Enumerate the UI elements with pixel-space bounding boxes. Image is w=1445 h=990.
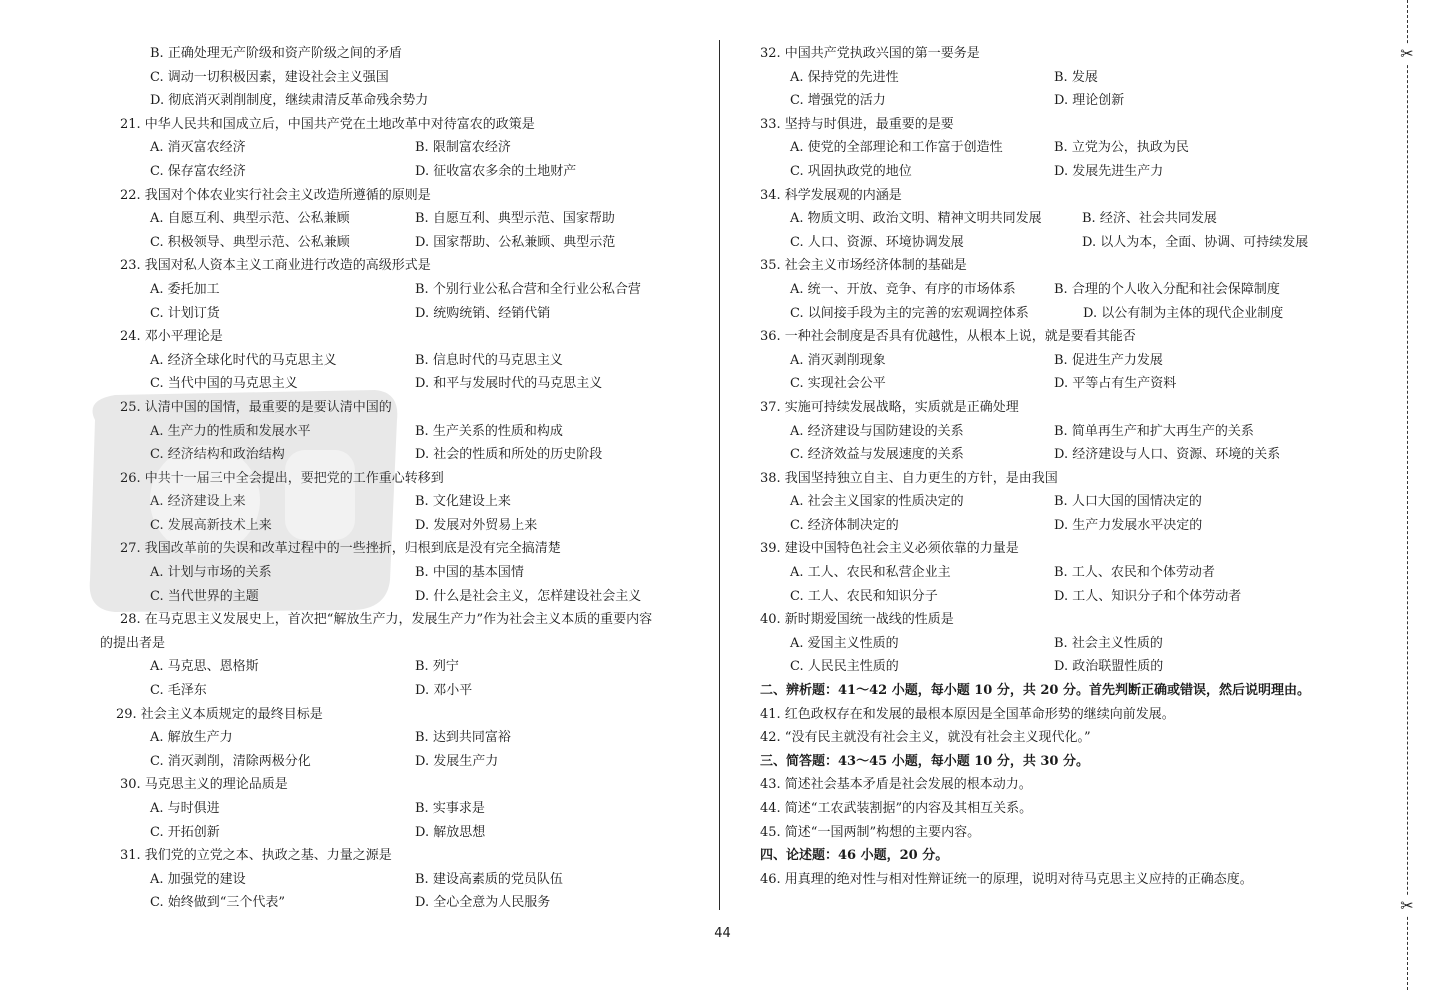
option-left: A. 计划与市场的关系 xyxy=(150,565,272,581)
option-left: A. 经济建设上来 xyxy=(150,494,246,510)
question-text: 23. 我国对私人资本主义工商业进行改造的高级形式是 xyxy=(120,258,431,274)
question-text: 22. 我国对个体农业实行社会主义改造所遵循的原则是 xyxy=(120,187,431,203)
option-left: A. 经济建设与国防建设的关系 xyxy=(790,423,964,439)
options-row xyxy=(100,231,710,255)
options-row xyxy=(760,89,1350,113)
question-text: 32. 中国共产党执政兴国的第一要务是 xyxy=(760,46,980,61)
option-right: D. 解放思想 xyxy=(415,824,486,840)
options-row xyxy=(760,585,1350,609)
option-left: C. 开拓创新 xyxy=(150,824,220,840)
question-text: 43. 简述社会基本矛盾是社会发展的根本动力。 xyxy=(760,777,1032,793)
options-row xyxy=(100,868,710,892)
option-right: D. 征收富农多余的土地财产 xyxy=(415,163,577,179)
option-right: D. 生产力发展水平决定的 xyxy=(1054,517,1203,533)
option-right: B. 个别行业公私合营和全行业公私合营 xyxy=(415,281,641,297)
option-right: B. 中国的基本国情 xyxy=(415,565,524,581)
options-row xyxy=(760,514,1350,538)
question-text: 37. 实施可持续发展战略，实质就是正确处理 xyxy=(760,399,1019,415)
option-left: A. 加强党的建设 xyxy=(150,871,246,887)
option-left: A. 消灭剥削现象 xyxy=(790,352,886,368)
options-row xyxy=(100,726,710,750)
option-left: C. 经济体制决定的 xyxy=(790,517,899,533)
option-left: C. 保存富农经济 xyxy=(150,163,246,179)
question-text: 27. 我国改革前的失误和改革过程中的一些挫折，归根到底是没有完全搞清楚 xyxy=(120,541,561,557)
option-right: D. 全心全意为人民服务 xyxy=(415,895,551,911)
option-left: C. 以间接手段为主的完善的宏观调控体系 xyxy=(790,305,1029,321)
column-divider xyxy=(719,40,720,910)
option-right: D. 邓小平 xyxy=(415,683,473,699)
cut-line xyxy=(1407,0,1408,990)
option-left: A. 委托加工 xyxy=(150,281,220,297)
question-text-continued: 的提出者是 xyxy=(100,635,166,651)
option-left: C. 人民民主性质的 xyxy=(790,659,899,675)
options-row xyxy=(100,349,710,373)
option-right: D. 社会的性质和所处的历史阶段 xyxy=(415,447,603,463)
question-text: 24. 邓小平理论是 xyxy=(120,329,223,345)
question-text: 41. 红色政权存在和发展的最根本原因是全国革命形势的继续向前发展。 xyxy=(760,706,1175,722)
options-row xyxy=(760,420,1350,444)
option-right: B. 发展 xyxy=(1054,69,1098,85)
option-right: D. 什么是社会主义，怎样建设社会主义 xyxy=(415,588,642,604)
option-right: B. 简单再生产和扩大再生产的关系 xyxy=(1054,423,1254,439)
option-right: B. 信息时代的马克思主义 xyxy=(415,352,563,368)
section-heading: 四、论述题：46 小题，20 分。 xyxy=(760,848,949,864)
option-right: D. 国家帮助、公私兼顾、典型示范 xyxy=(415,234,616,250)
option-left: C. 积极领导、典型示范、公私兼顾 xyxy=(150,234,350,250)
option-left: C. 当代中国的马克思主义 xyxy=(150,376,298,392)
option-left: A. 消灭富农经济 xyxy=(150,140,246,156)
options-row xyxy=(760,160,1350,184)
option-left: A. 社会主义国家的性质决定的 xyxy=(790,494,964,510)
page-number: 44 xyxy=(714,926,731,941)
option-left: C. 经济效益与发展速度的关系 xyxy=(790,447,964,463)
option-right: D. 理论创新 xyxy=(1054,93,1125,109)
option-right: D. 平等占有生产资料 xyxy=(1054,376,1177,392)
option-left: C. 人口、资源、环境协调发展 xyxy=(790,234,964,250)
section-heading: 二、辨析题：41～42 小题，每小题 10 分，共 20 分。首先判断正确或错误，然后说明理由。 xyxy=(760,683,1310,699)
question-text: 26. 中共十一届三中全会提出，要把党的工作重心转移到 xyxy=(120,470,444,486)
option-left: A. 解放生产力 xyxy=(150,730,233,746)
option-left: B. 正确处理无产阶级和资产阶级之间的矛盾 xyxy=(150,46,402,61)
options-row xyxy=(100,66,710,90)
options-row xyxy=(760,349,1350,373)
option-left: A. 与时俱进 xyxy=(150,801,220,816)
question-text: 28. 在马克思主义发展史上，首次把“解放生产力，发展生产力”作为社会主义本质的重要内容 xyxy=(120,612,653,628)
options-row xyxy=(760,655,1350,679)
option-left: C. 巩固执政党的地位 xyxy=(790,163,912,179)
option-left: C. 始终做到“三个代表” xyxy=(150,895,286,911)
option-left: C. 实现社会公平 xyxy=(790,376,886,392)
question-text: 35. 社会主义市场经济体制的基础是 xyxy=(760,258,967,274)
option-right: B. 限制富农经济 xyxy=(415,140,511,156)
question-text: 33. 坚持与时俱进，最重要的是要 xyxy=(760,116,954,132)
scissors-icon: ✂ xyxy=(1397,44,1417,64)
option-right: D. 发展对外贸易上来 xyxy=(415,517,538,533)
option-right: D. 以人为本，全面、协调、可持续发展 xyxy=(1082,234,1309,250)
options-row xyxy=(100,585,710,609)
option-right: D. 发展生产力 xyxy=(415,753,499,769)
options-row xyxy=(760,443,1350,467)
question-text: 30. 马克思主义的理论品质是 xyxy=(120,777,288,793)
option-right: B. 文化建设上来 xyxy=(415,494,511,510)
option-left: A. 生产力的性质和发展水平 xyxy=(150,423,311,439)
options-row xyxy=(760,302,1350,326)
option-left: A. 使党的全部理论和工作富于创造性 xyxy=(790,140,1003,156)
option-right: B. 合理的个人收入分配和社会保障制度 xyxy=(1054,281,1280,297)
option-left: C. 毛泽东 xyxy=(150,683,207,699)
option-right: D. 以公有制为主体的现代企业制度 xyxy=(1083,305,1284,321)
question-text: 40. 新时期爱国统一战线的性质是 xyxy=(760,612,954,628)
options-row xyxy=(100,302,710,326)
question-text: 46. 用真理的绝对性与相对性辩证统一的原理，说明对待马克思主义应持的正确态度。 xyxy=(760,871,1253,887)
option-left: C. 增强党的活力 xyxy=(790,93,886,109)
option-left: A. 爱国主义性质的 xyxy=(790,635,899,651)
options-row xyxy=(100,655,710,679)
options-row xyxy=(100,797,710,821)
options-row xyxy=(100,89,710,113)
question-text: 31. 我们党的立党之本、执政之基、力量之源是 xyxy=(120,848,392,864)
question-text: 45. 简述“一国两制”构想的主要内容。 xyxy=(760,824,981,840)
options-row xyxy=(100,821,710,845)
options-row xyxy=(760,372,1350,396)
option-left: A. 保持党的先进性 xyxy=(790,69,899,85)
option-right: B. 列宁 xyxy=(415,659,459,675)
options-row xyxy=(760,66,1350,90)
option-right: D. 政治联盟性质的 xyxy=(1054,659,1164,675)
question-text: 42. “没有民主就没有社会主义，就没有社会主义现代化。” xyxy=(760,730,1091,746)
question-text: 34. 科学发展观的内涵是 xyxy=(760,187,902,203)
option-right: D. 发展先进生产力 xyxy=(1054,163,1164,179)
options-row xyxy=(100,372,710,396)
options-row xyxy=(100,443,710,467)
option-left: C. 经济结构和政治结构 xyxy=(150,447,285,463)
question-text: 39. 建设中国特色社会主义必须依靠的力量是 xyxy=(760,541,1019,557)
question-text: 25. 认清中国的国情，最重要的是要认清中国的 xyxy=(120,399,392,415)
option-right: B. 促进生产力发展 xyxy=(1054,352,1163,368)
section-heading: 三、简答题：43～45 小题，每小题 10 分，共 30 分。 xyxy=(760,753,1089,769)
options-row xyxy=(100,561,710,585)
option-left: A. 物质文明、政治文明、精神文明共同发展 xyxy=(790,211,1042,227)
option-right: D. 统购统销、经销代销 xyxy=(415,305,551,321)
option-left: D. 彻底消灭剥削制度，继续肃清反革命残余势力 xyxy=(150,93,429,109)
option-right: B. 达到共同富裕 xyxy=(415,730,511,746)
options-row xyxy=(100,891,710,915)
options-row xyxy=(760,231,1350,255)
options-row xyxy=(760,632,1350,656)
options-row xyxy=(100,490,710,514)
option-left: A. 经济全球化时代的马克思主义 xyxy=(150,352,337,368)
options-row xyxy=(100,42,710,66)
options-row xyxy=(100,679,710,703)
options-row xyxy=(760,490,1350,514)
question-text: 21. 中华人民共和国成立后，中国共产党在土地改革中对待富农的政策是 xyxy=(120,116,535,132)
option-left: A. 工人、农民和私营企业主 xyxy=(790,565,951,581)
option-right: D. 和平与发展时代的马克思主义 xyxy=(415,376,603,392)
option-left: C. 消灭剥削，清除两极分化 xyxy=(150,753,311,769)
options-row xyxy=(100,420,710,444)
option-right: B. 立党为公，执政为民 xyxy=(1054,140,1189,156)
right-column xyxy=(760,42,1350,891)
options-row xyxy=(760,207,1350,231)
option-left: C. 调动一切积极因素，建设社会主义强国 xyxy=(150,69,389,85)
scissors-icon: ✂ xyxy=(1397,896,1417,916)
options-row xyxy=(100,207,710,231)
option-right: B. 工人、农民和个体劳动者 xyxy=(1054,565,1215,581)
options-row xyxy=(760,278,1350,302)
option-left: A. 自愿互利、典型示范、公私兼顾 xyxy=(150,211,350,227)
option-right: B. 人口大国的国情决定的 xyxy=(1054,494,1202,510)
left-column xyxy=(100,42,710,915)
question-text: 29. 社会主义本质规定的最终目标是 xyxy=(116,706,323,722)
option-left: C. 工人、农民和知识分子 xyxy=(790,588,938,604)
option-right: B. 建设高素质的党员队伍 xyxy=(415,871,563,887)
option-right: B. 自愿互利、典型示范、国家帮助 xyxy=(415,211,615,227)
option-left: A. 马克思、恩格斯 xyxy=(150,659,259,675)
question-text: 44. 简述“工农武装割据”的内容及其相互关系。 xyxy=(760,801,1033,816)
question-text: 38. 我国坚持独立自主、自力更生的方针，是由我国 xyxy=(760,470,1058,486)
option-left: C. 当代世界的主题 xyxy=(150,588,259,604)
option-right: D. 工人、知识分子和个体劳动者 xyxy=(1054,588,1242,604)
option-left: C. 发展高新技术上来 xyxy=(150,517,272,533)
option-right: B. 实事求是 xyxy=(415,801,485,816)
options-row xyxy=(100,278,710,302)
option-left: A. 统一、开放、竞争、有序的市场体系 xyxy=(790,281,1016,297)
option-right: B. 经济、社会共同发展 xyxy=(1082,211,1217,227)
option-left: C. 计划订货 xyxy=(150,305,220,321)
options-row xyxy=(100,136,710,160)
option-right: D. 经济建设与人口、资源、环境的关系 xyxy=(1054,447,1281,463)
question-text: 36. 一种社会制度是否具有优越性，从根本上说，就是要看其能否 xyxy=(760,329,1136,345)
option-right: B. 生产关系的性质和构成 xyxy=(415,423,563,439)
options-row xyxy=(100,514,710,538)
options-row xyxy=(760,136,1350,160)
options-row xyxy=(100,160,710,184)
option-right: B. 社会主义性质的 xyxy=(1054,635,1163,651)
options-row xyxy=(100,750,710,774)
options-row xyxy=(760,561,1350,585)
